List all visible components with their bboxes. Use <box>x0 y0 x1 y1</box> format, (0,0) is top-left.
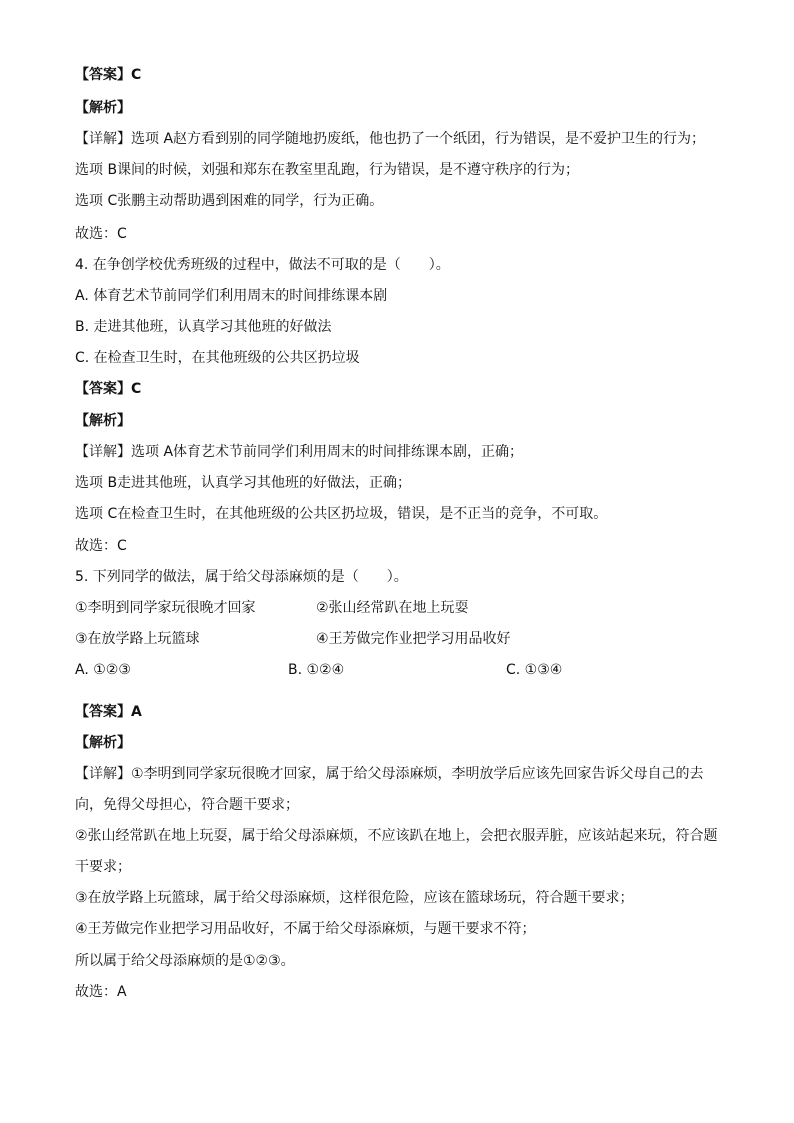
q4-option-a: A. 体育艺术节前同学们利用周末的时间排练课本剧 <box>75 288 388 304</box>
q5-choose: 故选：A <box>75 984 127 1000</box>
q5-item-1: ①李明到同学家玩很晚才回家 <box>75 600 256 616</box>
q5-detail-7: 所以属于给父母添麻烦的是①②③。 <box>75 953 295 969</box>
q5-analysis-heading: 【解析】 <box>75 735 131 751</box>
q5-option-b: B. ①②④ <box>288 662 345 678</box>
q4-option-c: C. 在检查卫生时，在其他班级的公共区扔垃圾 <box>75 350 360 366</box>
q5-detail-5: ③在放学路上玩篮球，属于给父母添麻烦，这样很危险，应该在篮球场玩，符合题干要求； <box>75 890 634 906</box>
q4-detail-2: 选项 B走进其他班，认真学习其他班的好做法，正确； <box>75 475 412 491</box>
q4-answer: 【答案】C <box>75 381 142 397</box>
q4-detail-3: 选项 C在检查卫生时，在其他班级的公共区扔垃圾，错误，是不正当的竞争，不可取。 <box>75 506 608 522</box>
q5-item-4: ④王芳做完作业把学习用品收好 <box>316 631 511 647</box>
q3-answer: 【答案】C <box>75 67 142 83</box>
q4-detail-1: 【详解】选项 A体育艺术节前同学们利用周末的时间排练课本剧，正确； <box>75 444 524 460</box>
q5-answer: 【答案】A <box>75 704 142 720</box>
q4-choose: 故选：C <box>75 538 127 554</box>
q5-option-a: A. ①②③ <box>75 662 131 678</box>
q3-detail-3: 选项 C张鹏主动帮助遇到困难的同学，行为正确。 <box>75 193 384 209</box>
q3-choose: 故选：C <box>75 226 127 242</box>
q4-option-b: B. 走进其他班，认真学习其他班的好做法 <box>75 319 332 335</box>
q5-item-3: ③在放学路上玩篮球 <box>75 631 200 647</box>
q4-analysis-heading: 【解析】 <box>75 413 131 429</box>
q5-detail-3: ②张山经常趴在地上玩耍，属于给父母添麻烦，不应该趴在地上，会把衣服弄脏，应该站起来玩，符合题 <box>75 828 718 844</box>
q5-stem: 5. 下列同学的做法，属于给父母添麻烦的是（ ）。 <box>75 569 408 585</box>
q5-detail-2: 向，免得父母担心，符合题干要求； <box>75 797 299 813</box>
q3-detail-2: 选项 B课间的时候，刘强和郑东在教室里乱跑，行为错误，是不遵守秩序的行为； <box>75 162 580 178</box>
q3-analysis-heading: 【解析】 <box>75 100 131 116</box>
q5-item-2: ②张山经常趴在地上玩耍 <box>316 600 469 616</box>
q4-stem: 4. 在争创学校优秀班级的过程中，做法不可取的是（ ）。 <box>75 257 450 273</box>
q5-detail-4: 干要求； <box>75 859 131 875</box>
q3-detail-1: 【详解】选项 A赵方看到别的同学随地扔废纸，他也扔了一个纸团，行为错误，是不爱护卫生的行为； <box>75 131 706 147</box>
q5-detail-1: 【详解】①李明到同学家玩很晚才回家，属于给父母添麻烦，李明放学后应该先回家告诉父母自己的去 <box>75 766 704 782</box>
q5-option-c: C. ①③④ <box>506 662 563 678</box>
q5-detail-6: ④王芳做完作业把学习用品收好，不属于给父母添麻烦，与题干要求不符； <box>75 921 536 937</box>
